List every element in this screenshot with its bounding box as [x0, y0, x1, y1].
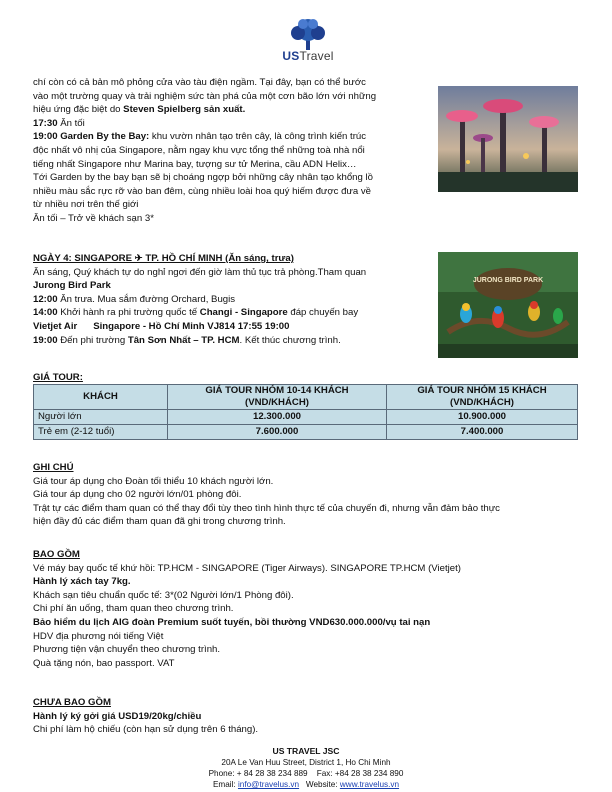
includes-line: HDV địa phương nói tiếng Việt [33, 630, 164, 642]
row-label: Trẻ em (2-12 tuổi) [34, 425, 168, 440]
day3-line [33, 130, 438, 144]
excludes-title: CHƯA BAO GỒM [33, 697, 111, 708]
includes-line: Bảo hiểm du lịch AIG đoàn Premium suốt tuyến, bồi thường VND630.000.000/vụ tai nạn [33, 616, 431, 628]
day4-line [33, 334, 438, 348]
day3-line: vào một trường quay và trải nghiệm sức tàn phá của một cơn bão lớn với những [33, 90, 377, 102]
company-address: 20A Le Van Huu Street, District 1, Ho Chi Minh [221, 758, 391, 767]
col-header-group-15 [387, 385, 578, 410]
company-phone: Phone: + 84 28 38 234 889 Fax: +84 28 38 234 890 [208, 769, 404, 778]
day3-line [33, 117, 438, 131]
jurong-sign: JURONG BIRD PARK [472, 277, 544, 284]
day3-line: chí còn có cả bản mô phỏng cửa vào tàu điện ngầm. Tại đây, bạn có thể bước [33, 77, 366, 88]
includes-line: Hành lý xách tay 7kg. [33, 576, 131, 588]
day3-section [33, 76, 438, 226]
price-header-row [34, 385, 578, 410]
notes-section [33, 461, 593, 529]
logo-travel: Travel [299, 49, 334, 63]
text: khu vườn nhân tạo trên cây, là công trình kiến trúc [149, 131, 367, 143]
bold-text: 19:00 Garden By the Bay: [33, 131, 150, 143]
text: . Kết thúc chương trình. [239, 334, 341, 346]
text: đáp chuyến bay [287, 307, 359, 319]
text: Ăn trưa. Mua sắm đường Orchard, Bugis [57, 293, 236, 305]
price-table [33, 384, 578, 440]
header-text: GIÁ TOUR NHÓM 15 KHÁCH [417, 385, 547, 396]
table-row [34, 410, 578, 425]
tree-icon [276, 18, 340, 52]
day4-flight: Vietjet Air Singapore - Hồ Chí Minh VJ814 17:55 19:00 [33, 320, 290, 332]
day3-line: nhiều màu sắc rực rỡ vào ban đêm, cùng nhiều loài hoa quý hiếm được đưa về [33, 185, 371, 197]
email-link[interactable]: info@travelus.vn [237, 780, 300, 789]
day4-title: NGÀY 4: SINGAPORE ✈ TP. HỒ CHÍ MINH (Ăn sáng, trưa) [33, 253, 294, 264]
includes-line: Quà tặng nón, bao passport. VAT [33, 657, 175, 669]
includes-section [33, 548, 593, 670]
price-title: GIÁ TOUR: [33, 372, 83, 383]
header-unit: (VND/KHÁCH) [245, 397, 309, 408]
website-link[interactable]: www.travelus.vn [339, 780, 400, 789]
text: Đến phi trường [57, 334, 128, 346]
notes-line: hiện đầy đủ các điểm tham quan đã ghi trong chương trình. [33, 516, 286, 528]
price-value: 7.400.000 [387, 425, 578, 440]
includes-line: Phương tiện vận chuyển theo chương trình. [33, 644, 221, 656]
day4-line: Ăn sáng, Quý khách tự do nghỉ ngơi đến giờ làm thủ tục trả phòng.Tham quan [33, 266, 367, 278]
bold-text: Changi - Singapore [199, 307, 288, 319]
garden-by-the-bay-image [438, 86, 578, 192]
table-row [34, 425, 578, 440]
price-value: 12.300.000 [168, 410, 387, 425]
time: 12:00 [33, 293, 58, 305]
price-value: 7.600.000 [168, 425, 387, 440]
day3-line: tiếng nhất Singapore như Marina bay, tượng sư tử Merina, cầu ADN Helix… [33, 158, 357, 170]
day3-line: từ nhiều nơi trên thế giới [33, 199, 139, 211]
text: Khởi hành ra phi trường quốc tế [57, 307, 200, 319]
notes-line: Giá tour áp dụng cho Đoàn tối thiểu 10 khách người lớn. [33, 475, 274, 487]
logo-us: US [282, 49, 300, 63]
company-name: US TRAVEL JSC [272, 746, 340, 756]
row-label: Người lớn [34, 410, 168, 425]
notes-title: GHI CHÚ [33, 462, 74, 473]
jurong-bird-park-image [438, 252, 578, 358]
day4-line [33, 306, 438, 320]
header-text: GIÁ TOUR NHÓM 10-14 KHÁCH [205, 385, 349, 396]
company-contact [0, 779, 612, 790]
text: Ăn tối [57, 117, 85, 129]
time: 19:00 [33, 334, 58, 346]
notes-line: Trật tự các điểm tham quan có thể thay đổi tùy theo tình hình thực tế của chuyến đi, nhưng vẫn đảm bảo thực [33, 502, 500, 514]
includes-line: Vé máy bay quốc tế khứ hồi: TP.HCM - SINGAPORE (Tiger Airways). SINGAPORE TP.HCM (Vietjet) [33, 562, 461, 574]
excludes-line: Chi phí làm hộ chiếu (còn hạn sử dụng trên 6 tháng). [33, 724, 259, 736]
col-header-group-10-14 [168, 385, 387, 410]
includes-line: Khách sạn tiêu chuẩn quốc tế: 3*(02 Người lớn/1 Phòng đôi). [33, 589, 294, 601]
day3-line [33, 103, 438, 117]
col-header-khach: KHÁCH [34, 385, 168, 410]
footer [0, 746, 612, 790]
website-label: Website: [299, 780, 340, 789]
excludes-section [33, 696, 593, 737]
time: 14:00 [33, 307, 58, 319]
day4-line [33, 293, 438, 307]
day3-line: Ăn tối – Trở về khách sạn 3* [33, 212, 154, 224]
excludes-line: Hành lý ký gởi giá USD19/20kg/chiều [33, 710, 202, 722]
us-travel-logo [276, 18, 340, 66]
day3-line: độc nhất vô nhị của Singapore, nằm ngay khu vực tổng thể những toà nhà nổi [33, 144, 365, 156]
includes-line: Chi phí ăn uống, tham quan theo chương trình. [33, 603, 234, 615]
bold-text: Tân Sơn Nhất – TP. HCM [127, 334, 240, 346]
bold-text: Steven Spielberg sản xuất. [123, 104, 246, 116]
notes-line: Giá tour áp dụng cho 02 người lớn/01 phòng đôi. [33, 489, 242, 501]
includes-title: BAO GỒM [33, 549, 80, 560]
price-value: 10.900.000 [387, 410, 578, 425]
text: hiệu ứng đặc biệt do [33, 104, 124, 116]
day4-section [33, 252, 438, 347]
time: 17:30 [33, 117, 58, 129]
header-unit: (VND/KHÁCH) [450, 397, 514, 408]
day3-line: Tới Garden by the bay bạn sẽ bị choáng ngợp bởi những cây nhân tạo khổng lồ [33, 172, 373, 184]
day4-line: Jurong Bird Park [33, 280, 111, 292]
email-label: Email: [212, 780, 238, 789]
logo-wordmark [276, 50, 340, 64]
